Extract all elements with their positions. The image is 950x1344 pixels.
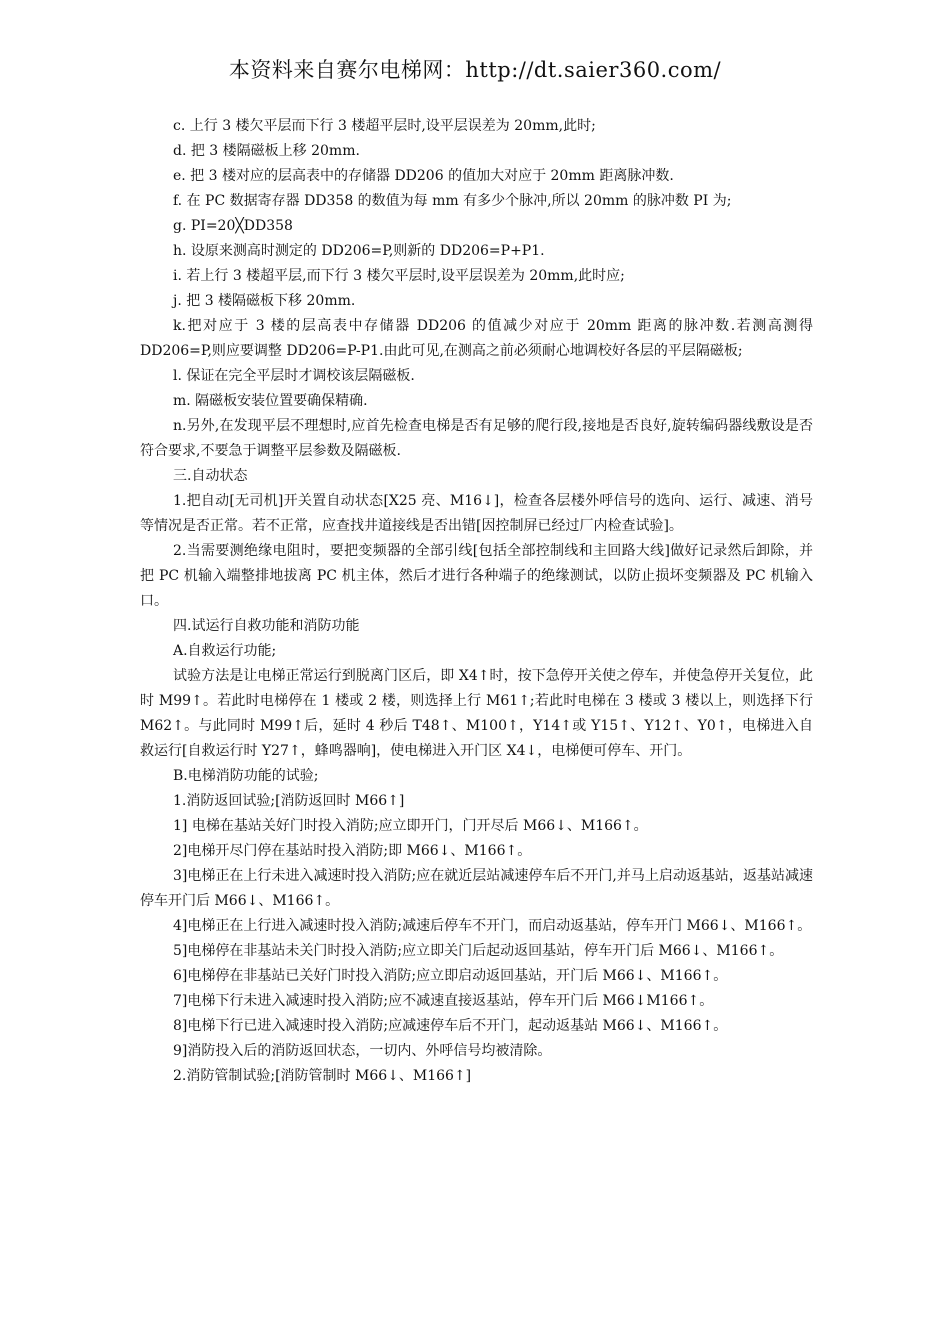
paragraph: 7]电梯下行未进入减速时投入消防;应不减速直接返基站，停车开门后 M66↓M166↑。 <box>173 993 714 1009</box>
paragraph: l. 保证在完全平层时才调校该层隔磁板. <box>173 368 415 384</box>
paragraph: c. 上行 3 楼欠平层而下行 3 楼超平层时,设平层误差为 20mm,此时; <box>173 118 596 134</box>
paragraph: 1.消防返回试验;[消防返回时 M66↑] <box>173 793 405 809</box>
paragraph: m. 隔磁板安装位置要确保精确. <box>173 393 368 409</box>
paragraph: 2.当需要测绝缘电阻时，要把变频器的全部引线[包括全部控制线和主回路大线]做好记录然后卸除，并把 PC 机输入端整排地拔离 PC 机主体，然后才进行各种端子的绝缘测试，以防止损坏变频器及 PC 机输入口。 <box>140 543 813 609</box>
section-heading: 四.试运行自救功能和消防功能 <box>173 618 360 634</box>
paragraph: k.把对应于 3 楼的层高表中存储器 DD206 的值减少对应于 20mm 距离的脉冲数.若测高测得 DD206=P,则应要调整 DD206=P-P1.由此可见,在测高之前必须耐心地调校好各层的平层隔磁板; <box>140 318 813 359</box>
document-body <box>140 114 813 1089</box>
subsection-heading: B.电梯消防功能的试验; <box>173 768 319 784</box>
source-header: 本资料来自赛尔电梯网：http://dt.saier360.com/ <box>228 58 722 82</box>
paragraph: e. 把 3 楼对应的层高表中的存储器 DD206 的值加大对应于 20mm 距离脉冲数. <box>173 168 674 184</box>
paragraph: 3]电梯正在上行未进入减速时投入消防;应在就近层站减速停车后不开门,并马上启动返基站，返基站减速停车开门后 M66↓、M166↑。 <box>140 868 813 909</box>
subsection-heading: A.自救运行功能; <box>173 643 277 659</box>
paragraph: 1] 电梯在基站关好门时投入消防;应立即开门，门开尽后 M66↓、M166↑。 <box>173 818 648 834</box>
paragraph: 6]电梯停在非基站已关好门时投入消防;应立即启动返回基站，开门后 M66↓、M166↑。 <box>173 968 728 984</box>
paragraph: 2.消防管制试验;[消防管制时 M66↓、M166↑] <box>173 1068 472 1084</box>
paragraph: h. 设原来测高时测定的 DD206=P,则新的 DD206=P+P1. <box>173 243 545 259</box>
paragraph: j. 把 3 楼隔磁板下移 20mm. <box>173 293 356 309</box>
paragraph: 5]电梯停在非基站未关门时投入消防;应立即关门后起动返回基站，停车开门后 M66↓、M166↑。 <box>173 943 784 959</box>
paragraph: g. PI=20╳DD358 <box>173 218 293 234</box>
section-heading: 三.自动状态 <box>173 468 248 484</box>
paragraph: i. 若上行 3 楼超平层,而下行 3 楼欠平层时,设平层误差为 20mm,此时应; <box>173 268 625 284</box>
paragraph: 9]消防投入后的消防返回状态，一切内、外呼信号均被清除。 <box>173 1043 552 1059</box>
paragraph: 2]电梯开尽门停在基站时投入消防;即 M66↓、M166↑。 <box>173 843 532 859</box>
paragraph: d. 把 3 楼隔磁板上移 20mm. <box>173 143 360 159</box>
paragraph: 4]电梯正在上行进入减速时投入消防;减速后停车不开门，而启动返基站，停车开门 M66↓、M166↑。 <box>173 918 812 934</box>
paragraph: f. 在 PC 数据寄存器 DD358 的数值为每 mm 有多少个脉冲,所以 20mm 的脉冲数 PI 为; <box>173 193 732 209</box>
paragraph: n.另外,在发现平层不理想时,应首先检查电梯是否有足够的爬行段,接地是否良好,旋转编码器线敷设是否符合要求,不要急于调整平层参数及隔磁板. <box>140 418 813 459</box>
paragraph: 试验方法是让电梯正常运行到脱离门区后，即 X4↑时，按下急停开关使之停车，并使急停开关复位，此时 M99↑。若此时电梯停在 1 楼或 2 楼，则选择上行 M61↑;若此时电梯在 3 楼或 3 楼以上，则选择下行 M62↑。与此同时 M99↑后，延时 4 秒后 T48↑、M100↑，Y14↑或 Y15↑、Y12↑、Y0↑，电梯进入自救运行[自救运行时 Y27↑，蜂鸣器响]，使电梯进入开门区 X4↓，电梯便可停车、开门。 <box>140 668 813 759</box>
paragraph: 1.把自动[无司机]开关置自动状态[X25 亮、M16↓]，检查各层楼外呼信号的选向、运行、减速、消号等情况是否正常。若不正常，应查找井道接线是否出错[因控制屏已经过厂内检查试验]。 <box>140 493 813 534</box>
paragraph: 8]电梯下行已进入减速时投入消防;应减速停车后不开门，起动返基站 M66↓、M166↑。 <box>173 1018 728 1034</box>
